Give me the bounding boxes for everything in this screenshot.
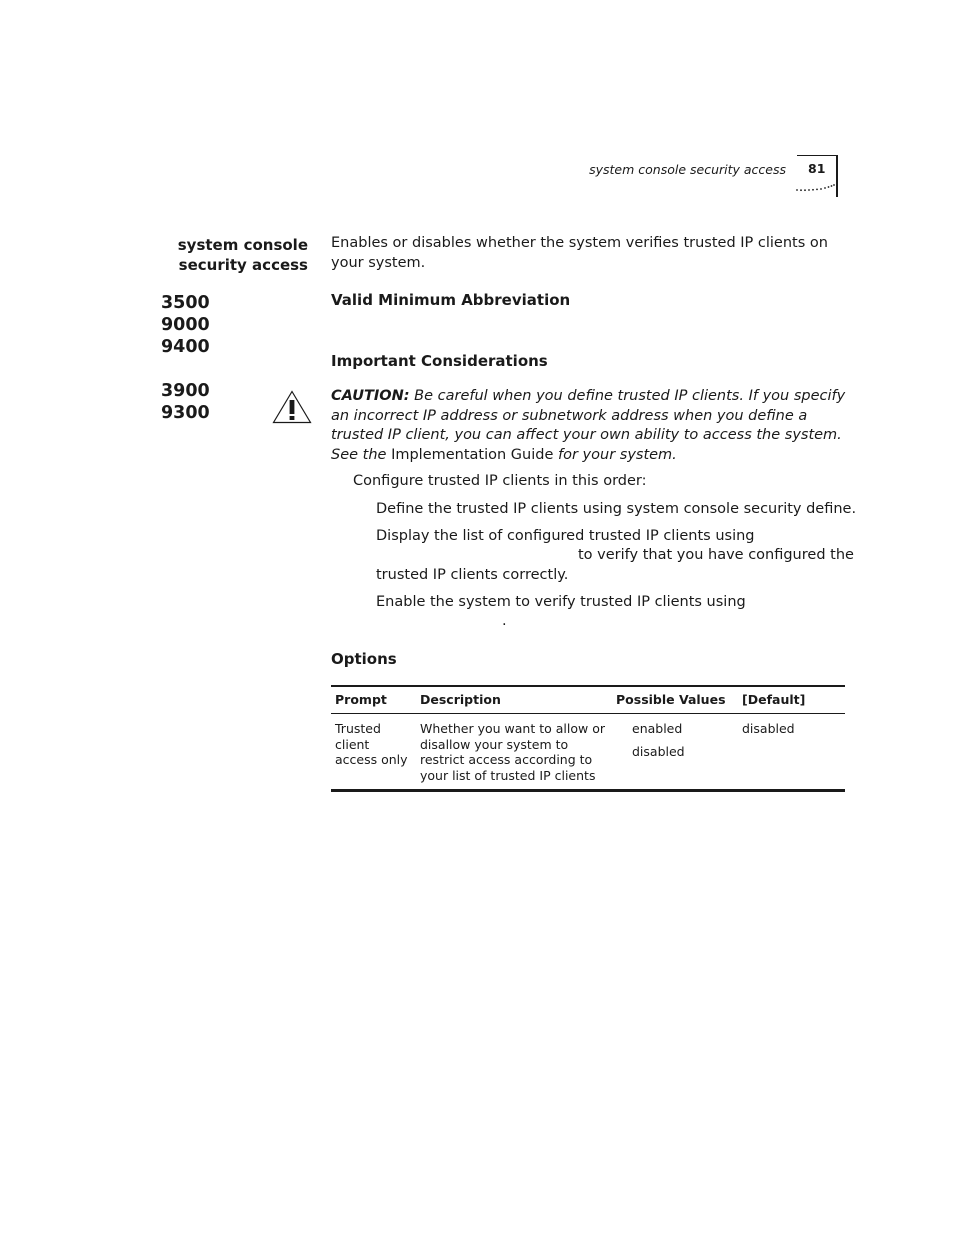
- caution-tail: for your system.: [558, 446, 677, 463]
- column-header-default: [Default]: [738, 686, 845, 714]
- important-considerations-heading: Important Considerations: [331, 352, 548, 370]
- command-title: [150, 235, 308, 275]
- command-title-line-1: system console: [177, 236, 308, 254]
- caution-icon: [272, 390, 312, 424]
- caution-note: [331, 387, 846, 465]
- options-heading: Options: [331, 650, 397, 668]
- column-header-prompt: Prompt: [331, 686, 416, 714]
- page-number-rule-top: [797, 155, 837, 156]
- step-2-line-1: Display the list of configured trusted IP clients using: [376, 528, 755, 544]
- step-2-line-3: trusted IP clients correctly.: [376, 567, 569, 583]
- step-2-line-2: to verify that you have configured the: [578, 547, 854, 563]
- platform-number: 3900: [161, 381, 210, 401]
- platform-list-1: [161, 292, 210, 358]
- implementation-guide-reference: Implementation Guide: [391, 446, 554, 463]
- table-header-row: [331, 686, 845, 714]
- platform-number: 9000: [161, 315, 210, 335]
- value-disabled: disabled: [632, 743, 685, 759]
- column-header-description: Description: [416, 686, 612, 714]
- platform-list-2: [161, 380, 210, 424]
- step-3: Enable the system to verify trusted IP clients using: [376, 594, 746, 610]
- cell-prompt: Trusted client access only: [331, 714, 416, 791]
- table-row: [331, 714, 845, 791]
- page-number: 81: [808, 161, 826, 176]
- running-header-title: system console security access: [589, 162, 786, 177]
- cell-default: disabled: [738, 714, 845, 791]
- step-1: Define the trusted IP clients using system console security define.: [376, 501, 857, 517]
- cell-description: Whether you want to allow or disallow your system to restrict access according to your list of trusted IP clients: [416, 714, 612, 791]
- column-header-possible-values: Possible Values: [612, 686, 738, 714]
- platform-number: 9300: [161, 403, 210, 423]
- platform-number: 3500: [161, 293, 210, 313]
- configure-intro: Configure trusted IP clients in this order:: [353, 473, 647, 489]
- valid-minimum-abbreviation-heading: Valid Minimum Abbreviation: [331, 291, 571, 309]
- step-3-end: .: [502, 613, 507, 629]
- decorative-dots: [795, 183, 839, 193]
- caution-text: Be careful when you define trusted IP clients. If you specify an incorrect IP address or subnetwork address when you define a trusted IP client, you can affect your own ability to access the system. See the: [331, 388, 846, 463]
- platform-number: 9400: [161, 337, 210, 357]
- value-enabled: enabled: [632, 721, 683, 736]
- cell-possible-values: [612, 714, 738, 791]
- command-title-line-2: security access: [178, 256, 308, 274]
- command-description: Enables or disables whether the system verifies trusted IP clients on your system.: [331, 235, 828, 271]
- caution-label: CAUTION:: [331, 388, 410, 404]
- options-table: [331, 685, 845, 792]
